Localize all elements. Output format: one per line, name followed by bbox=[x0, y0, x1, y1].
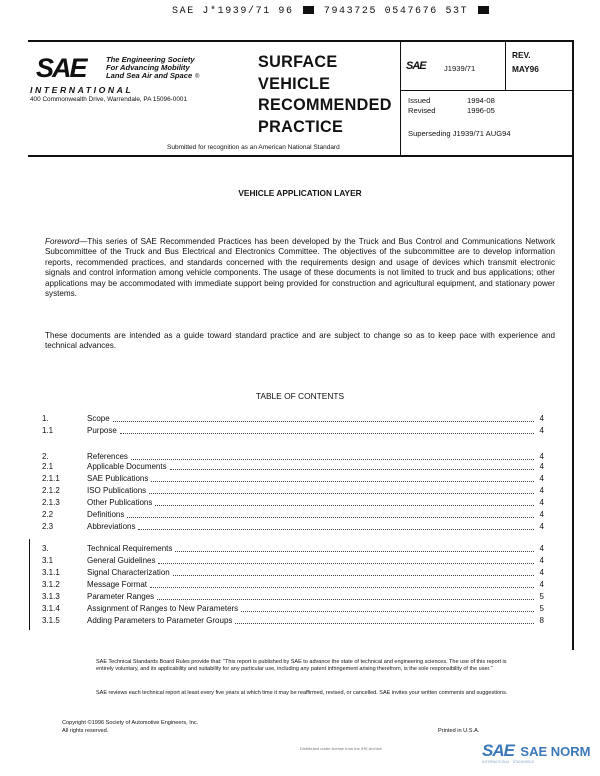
toc-page-number: 4 bbox=[539, 452, 544, 461]
toc-label: Signal Characterization bbox=[87, 568, 170, 577]
toc-row bbox=[42, 568, 544, 578]
copyright-line: Copyright ©1996 Society of Automotive Engineers, Inc. bbox=[62, 720, 199, 726]
title-line-practice: PRACTICE bbox=[258, 117, 344, 136]
toc-page-number: 4 bbox=[539, 498, 544, 507]
toc-label: Definitions bbox=[87, 510, 125, 519]
toc-number: 1. bbox=[42, 414, 49, 423]
printed-line: Printed in U.S.A. bbox=[438, 728, 480, 734]
toc-label: Technical Requirements bbox=[87, 544, 173, 553]
toc-number: 2.2 bbox=[42, 510, 54, 519]
tagline-line-3: Land Sea Air and Space bbox=[106, 71, 193, 80]
toc-label: Adding Parameters to Parameter Groups bbox=[87, 616, 233, 625]
watermark-text: SAE NORM bbox=[520, 744, 591, 759]
rev-box-divider bbox=[505, 40, 506, 90]
header-top-rule bbox=[28, 40, 573, 42]
toc-label: Message Format bbox=[87, 580, 148, 589]
registered-mark: ® bbox=[195, 74, 200, 80]
sae-norm-watermark bbox=[482, 741, 590, 764]
toc-row bbox=[42, 474, 544, 484]
toc-leader-dots bbox=[235, 616, 534, 624]
toc-label: Abbreviations bbox=[87, 522, 136, 531]
toc-label: Scope bbox=[87, 414, 110, 423]
toc-leader-dots bbox=[173, 568, 534, 576]
change-bar bbox=[29, 539, 30, 630]
document-code-line bbox=[172, 6, 491, 17]
toc-page-number: 5 bbox=[539, 604, 544, 613]
toc-page-number: 4 bbox=[539, 486, 544, 495]
toc-leader-dots bbox=[157, 592, 534, 600]
toc-number: 1.1 bbox=[42, 426, 54, 435]
document-code-left: SAE J*1939/71 96 bbox=[172, 6, 294, 17]
toc-label: SAE Publications bbox=[87, 474, 149, 483]
toc-row bbox=[42, 556, 544, 566]
sae-logo: SAE bbox=[36, 53, 86, 83]
barcode-block-end bbox=[478, 6, 489, 14]
toc-leader-dots bbox=[241, 604, 534, 612]
foreword-label: Foreword bbox=[45, 237, 80, 246]
toc-number: 3.1.2 bbox=[42, 580, 60, 589]
toc-label: General Guidelines bbox=[87, 556, 156, 565]
toc-row bbox=[42, 580, 544, 590]
toc-page-number: 4 bbox=[539, 580, 544, 589]
toc-number: 2.3 bbox=[42, 522, 54, 531]
toc-title: TABLE OF CONTENTS bbox=[255, 391, 345, 401]
toc-label: References bbox=[87, 452, 128, 461]
toc-label: Assignment of Ranges to New Parameters bbox=[87, 604, 239, 613]
document-title: VEHICLE APPLICATION LAYER bbox=[238, 188, 362, 198]
review-note: SAE reviews each technical report at least every five years at which time it may be reaffirmed, revised, or cancelled. SAE invites your written comments and suggestions. bbox=[96, 690, 508, 696]
issued-date: 1994-08 bbox=[467, 96, 495, 105]
rev-box-bottom-rule bbox=[400, 90, 573, 91]
toc-number: 2.1 bbox=[42, 462, 54, 471]
toc-label: Purpose bbox=[87, 426, 117, 435]
toc-number: 3.1.4 bbox=[42, 604, 60, 613]
toc-leader-dots bbox=[127, 510, 534, 518]
title-line-surface: SURFACE bbox=[258, 53, 338, 71]
sae-small-logo: SAE bbox=[406, 60, 426, 72]
toc-leader-dots bbox=[138, 522, 534, 530]
revised-date: 1996-05 bbox=[467, 106, 495, 115]
toc-leader-dots bbox=[151, 474, 534, 482]
ansi-submission-note: Submitted for recognition as an American National Standard bbox=[167, 144, 340, 151]
barcode-block bbox=[303, 6, 314, 14]
right-margin-bar bbox=[572, 40, 574, 650]
tagline-line-1: The Engineering Society bbox=[106, 55, 195, 64]
toc-number: 3.1.3 bbox=[42, 592, 60, 601]
toc-number: 3.1.1 bbox=[42, 568, 60, 577]
tsb-policy-note: SAE Technical Standards Board Rules provide that: "This report is published by SAE to advance the state of technical and engineering sciences. The use of this report is entirely voluntary, and its applicability and suitability for any particular use, including any patent infringement arising therefrom, is the sole responsibility of the user." bbox=[96, 659, 507, 672]
watermark-subtext: INTERNATIONAL · STANDARDS bbox=[482, 760, 535, 764]
toc-number: 3.1.5 bbox=[42, 616, 60, 625]
rights-line: All rights reserved. bbox=[62, 728, 109, 734]
revised-label: Revised bbox=[408, 106, 436, 115]
toc-leader-dots bbox=[155, 498, 534, 506]
international-wordmark: INTERNATIONAL bbox=[30, 85, 134, 95]
document-code-right: 7943725 0547676 53T bbox=[323, 6, 469, 17]
toc-page-number: 4 bbox=[539, 474, 544, 483]
toc-page-number: 4 bbox=[539, 556, 544, 565]
title-line-vehicle: VEHICLE bbox=[258, 74, 331, 93]
toc-page-number: 5 bbox=[539, 592, 544, 601]
toc-page-number: 8 bbox=[539, 616, 544, 625]
toc-page-number: 4 bbox=[539, 510, 544, 519]
toc-row bbox=[42, 414, 544, 424]
foreword-text: —This series of SAE Recommended Practices has been developed by the Truck and Bus Control and Communications Network Subcommittee of the Truck and Bus Electrical and Electronics Committee. The objectives of the subcommittee are to develop information reports, recommended practices, and standards concerned with the requirements design and usage of devices which transmit electronic signals and control information among vehicle components. The usage of these documents is not limited to truck and bus applications; other applications may be accommodated with immediate support being provided for construction and agricultural equipment, and stationary power systems. bbox=[45, 237, 555, 299]
toc-label: Applicable Documents bbox=[87, 462, 167, 471]
toc-row bbox=[42, 616, 544, 626]
toc-number: 3. bbox=[42, 544, 49, 553]
toc-label: Parameter Ranges bbox=[87, 592, 155, 601]
revision-label: REV. bbox=[512, 50, 531, 60]
toc-number: 3.1 bbox=[42, 556, 54, 565]
title-line-recommended: RECOMMENDED bbox=[258, 96, 392, 114]
guide-paragraph: These documents are intended as a guide toward standard practice and are subject to change so as to keep pace with experience and technical advances. bbox=[45, 331, 555, 351]
toc-leader-dots bbox=[150, 580, 534, 588]
header-bottom-rule bbox=[28, 155, 573, 157]
document-category-title bbox=[258, 52, 392, 138]
toc-number: 2. bbox=[42, 452, 49, 461]
toc-number: 2.1.1 bbox=[42, 474, 60, 483]
toc-row bbox=[42, 498, 544, 508]
toc-row bbox=[42, 522, 544, 532]
foreword-paragraph bbox=[45, 237, 555, 299]
toc-leader-dots bbox=[175, 544, 534, 552]
toc-page-number: 4 bbox=[539, 414, 544, 423]
header-divider-vertical bbox=[400, 40, 401, 156]
toc-row bbox=[42, 426, 544, 436]
watermark-sae-mark: SAE bbox=[482, 741, 514, 760]
toc-row bbox=[42, 452, 544, 462]
toc-page-number: 4 bbox=[539, 544, 544, 553]
society-tagline bbox=[106, 56, 195, 80]
toc-leader-dots bbox=[158, 556, 534, 564]
toc-page-number: 4 bbox=[539, 426, 544, 435]
revision-date: MAY96 bbox=[512, 64, 539, 74]
toc-leader-dots bbox=[120, 426, 534, 434]
toc-page-number: 4 bbox=[539, 568, 544, 577]
toc-row bbox=[42, 462, 544, 472]
toc-leader-dots bbox=[113, 414, 534, 422]
faint-license-note: Distributed under license from the IHS Archive bbox=[300, 746, 382, 751]
document-number: J1939/71 bbox=[444, 64, 476, 73]
issued-label: Issued bbox=[408, 96, 431, 105]
superseding-note: Superseding J1939/71 AUG94 bbox=[408, 129, 511, 138]
toc-page-number: 4 bbox=[539, 462, 544, 471]
toc-row bbox=[42, 592, 544, 602]
toc-row bbox=[42, 486, 544, 496]
toc-number: 2.1.2 bbox=[42, 486, 60, 495]
toc-row bbox=[42, 510, 544, 520]
toc-page-number: 4 bbox=[539, 522, 544, 531]
toc-number: 2.1.3 bbox=[42, 498, 60, 507]
toc-label: ISO Publications bbox=[87, 486, 147, 495]
sae-address: 400 Commonwealth Drive, Warrendale, PA 15096-0001 bbox=[30, 96, 188, 103]
toc-label: Other Publications bbox=[87, 498, 153, 507]
tagline-line-2: For Advancing Mobility bbox=[106, 63, 190, 72]
toc-leader-dots bbox=[131, 452, 534, 460]
toc-row bbox=[42, 544, 544, 554]
toc-leader-dots bbox=[149, 486, 534, 494]
toc-row bbox=[42, 604, 544, 614]
toc-leader-dots bbox=[170, 462, 534, 470]
